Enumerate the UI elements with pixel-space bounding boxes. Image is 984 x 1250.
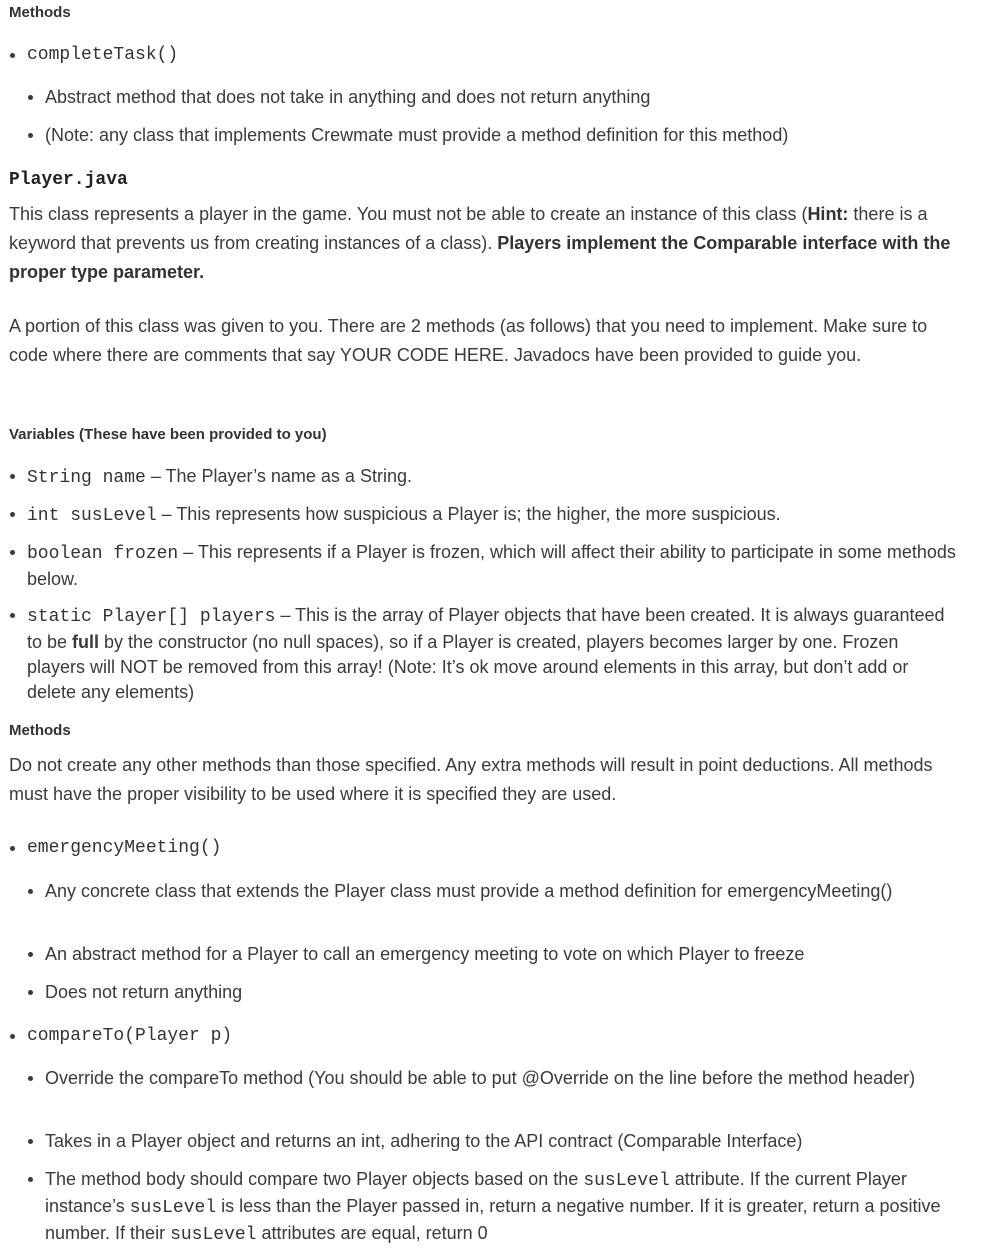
variable-desc: – The Player’s name as a String.	[145, 466, 412, 486]
methods-intro-paragraph: Do not create any other methods than those specified. Any extra methods will result in point deductions. All methods must have the proper visibility to be used where it is specified they are used.	[9, 755, 933, 804]
method-emergency-meeting: emergencyMeeting()	[27, 836, 957, 861]
intro-text: This class represents a player in the game. You must not be able to create an instance of this class (	[9, 204, 808, 224]
variable-code: static Player[] players	[27, 607, 276, 627]
intro-text: there is a keyword that prevents us from creating instances of a class).	[9, 204, 928, 253]
variable-code: boolean frozen	[27, 544, 179, 564]
player-intro-paragraph	[9, 200, 959, 287]
list-item: Any concrete class that extends the Player class must provide a method definition for emergencyMeeting()	[45, 879, 945, 904]
variable-desc: – This represents if a Player is frozen, which will affect their ability to participate in some methods below.	[27, 542, 956, 589]
methods-heading-player: Methods	[9, 722, 71, 739]
compare-text: is less than the Player passed in, return a negative number. If it is greater, return a positive number. If their	[45, 1196, 941, 1243]
compare-text: attribute. If the current Player instance’s	[45, 1169, 907, 1216]
list-item: (Note: any class that implements Crewmate must provide a method definition for this method)	[45, 123, 945, 148]
inline-code: susLevel	[129, 1198, 217, 1218]
given-code-paragraph: A portion of this class was given to you. There are 2 methods (as follows) that you need to implement. Make sure to code where there are comments that say YOUR CODE HERE. Javadocs have been provided to guide you.	[9, 316, 928, 365]
method-complete-task: completeTask()	[27, 43, 957, 68]
inline-code: susLevel	[583, 1171, 670, 1191]
player-java-title: Player.java	[9, 170, 128, 190]
list-item: An abstract method for a Player to call an emergency meeting to vote on which Player to freeze	[45, 942, 945, 967]
inline-code: susLevel	[170, 1225, 257, 1245]
list-item: Takes in a Player object and returns an int, adhering to the API contract (Comparable Interface)	[45, 1129, 945, 1154]
compare-text: The method body should compare two Player objects based on the	[45, 1169, 584, 1189]
variable-item	[27, 603, 957, 705]
method-compare-to: compareTo(Player p)	[27, 1024, 957, 1049]
variable-desc: by the constructor (no null spaces), so if a Player is created, players becomes larger by one. Frozen players will NOT be removed from this array! (Note: It’s ok move around elements in this array, but don’t add or delete any elements)	[27, 632, 909, 702]
methods-heading-crewmate: Methods	[9, 4, 71, 21]
variable-item	[27, 540, 957, 592]
list-item: Abstract method that does not take in anything and does not return anything	[45, 85, 945, 110]
full-emphasis: full	[72, 632, 100, 652]
comparable-note: Players implement the Comparable interface with the proper type parameter.	[9, 233, 951, 282]
variable-item	[27, 502, 957, 529]
variable-code: String name	[27, 468, 146, 488]
list-item	[45, 1167, 945, 1248]
variables-heading: Variables (These have been provided to you)	[9, 426, 327, 443]
variable-code: int susLevel	[27, 506, 157, 526]
list-item: Does not return anything	[45, 980, 945, 1005]
variable-desc: – This is the array of Player objects that have been created. It is always guaranteed to be	[27, 605, 945, 652]
hint-label: Hint:	[807, 204, 849, 224]
variable-item	[27, 464, 957, 491]
variable-desc: – This represents how suspicious a Player is; the higher, the more suspicious.	[156, 504, 781, 524]
list-item: Override the compareTo method (You should be able to put @Override on the line before the method header)	[45, 1066, 945, 1091]
compare-text: attributes are equal, return 0	[256, 1223, 488, 1243]
